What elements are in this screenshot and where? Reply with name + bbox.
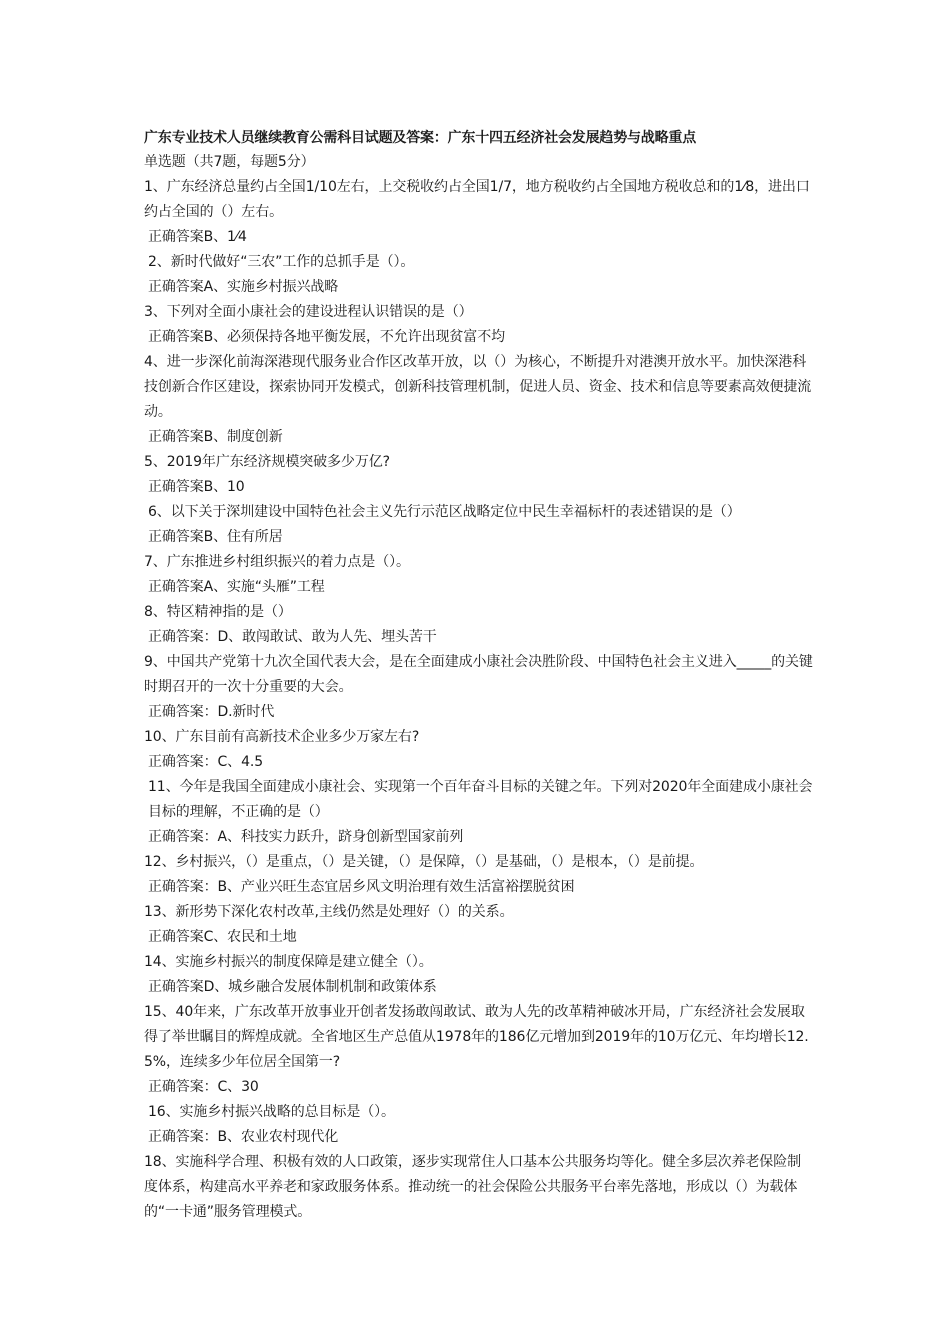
question-line: 3、下列对全面小康社会的建设进程认识错误的是（） xyxy=(144,304,473,320)
answer-line: 正确答案B、必须保持各地平衡发展，不允许出现贫富不均 xyxy=(148,329,506,345)
section-heading: 单选题（共7题，每题5分） xyxy=(144,154,315,170)
question-line: 12、乡村振兴，（）是重点，（）是关键，（）是保障，（）是基础，（）是根本，（）是前提。 xyxy=(144,854,704,870)
question-line: 1、广东经济总量约占全国1/10左右，上交税收约占全国1/7，地方税收约占全国地方税收总和的1⁄8，进出口约占全国的（）左右。 xyxy=(144,179,810,220)
question-line: 11、今年是我国全面建成小康社会、实现第一个百年奋斗目标的关键之年。下列对2020年全面建成小康社会目标的理解，不正确的是（） xyxy=(148,779,813,820)
question-line: 14、实施乡村振兴的制度保障是建立健全（）。 xyxy=(144,954,433,970)
answer-line: 正确答案：A、科技实力跃升，跻身创新型国家前列 xyxy=(148,829,464,845)
question-line: 10、广东目前有高新技术企业多少万家左右? xyxy=(144,729,420,745)
answer-line: 正确答案A、实施乡村振兴战略 xyxy=(148,279,339,295)
answer-line: 正确答案：D、敢闯敢试、敢为人先、埋头苦干 xyxy=(148,629,437,645)
question-line: 18、实施科学合理、积极有效的人口政策，逐步实现常住人口基本公共服务均等化。健全多层次养老保险制度体系，构建高水平养老和家政服务体系。推动统一的社会保险公共服务平台率先落地，形成以（）为载体的“一卡通”服务管理模式。 xyxy=(144,1154,802,1220)
answer-line: 正确答案：C、4.5 xyxy=(148,754,264,770)
question-line: 2、新时代做好“三农”工作的总抓手是（）。 xyxy=(148,254,415,270)
answer-line: 正确答案：C、30 xyxy=(148,1079,259,1095)
answer-line: 正确答案：B、农业农村现代化 xyxy=(148,1129,339,1145)
question-line: 9、中国共产党第十九次全国代表大会，是在全面建成小康社会决胜阶段、中国特色社会主义进入_____的关键时期召开的一次十分重要的大会。 xyxy=(144,654,813,695)
answer-line: 正确答案B、10 xyxy=(148,479,245,495)
question-list xyxy=(144,175,814,1225)
question-line: 8、特区精神指的是（） xyxy=(144,604,292,620)
question-line: 7、广东推进乡村组织振兴的着力点是（）。 xyxy=(144,554,410,570)
answer-line: 正确答案：B、产业兴旺生态宜居乡风文明治理有效生活富裕摆脱贫困 xyxy=(148,879,575,895)
question-line: 13、新形势下深化农村改革,主线仍然是处理好（）的关系。 xyxy=(144,904,514,920)
question-line: 5、2019年广东经济规模突破多少万亿? xyxy=(144,454,390,470)
question-line: 16、实施乡村振兴战略的总目标是（）。 xyxy=(148,1104,395,1120)
answer-line: 正确答案A、实施“头雁”工程 xyxy=(148,579,325,595)
question-line: 4、进一步深化前海深港现代服务业合作区改革开放，以（）为核心，不断提升对港澳开放水平。加快深港科技创新合作区建设，探索协同开发模式，创新科技管理机制，促进人员、资金、技术和信息等要素高效便捷流动。 xyxy=(144,354,812,420)
answer-line: 正确答案B、1⁄4 xyxy=(148,229,247,245)
answer-line: 正确答案D、城乡融合发展体制机制和政策体系 xyxy=(148,979,437,995)
answer-line: 正确答案B、制度创新 xyxy=(148,429,283,445)
question-line: 6、以下关于深圳建设中国特色社会主义先行示范区战略定位中民生幸福标杆的表述错误的是（） xyxy=(148,504,741,520)
answer-line: 正确答案C、农民和土地 xyxy=(148,929,297,945)
document-content xyxy=(144,126,814,1225)
answer-line: 正确答案B、住有所居 xyxy=(148,529,283,545)
document-title: 广东专业技术人员继续教育公需科目试题及答案：广东十四五经济社会发展趋势与战略重点 xyxy=(144,130,696,146)
answer-line: 正确答案：D.新时代 xyxy=(148,704,275,720)
question-line: 15、40年来，广东改革开放事业开创者发扬敢闯敢试、敢为人先的改革精神破冰开局，广东经济社会发展取得了举世瞩目的辉煌成就。全省地区生产总值从1978年的186亿元增加到2019年的10万亿元、年均增长12.5%，连续多少年位居全国第一? xyxy=(144,1004,809,1070)
